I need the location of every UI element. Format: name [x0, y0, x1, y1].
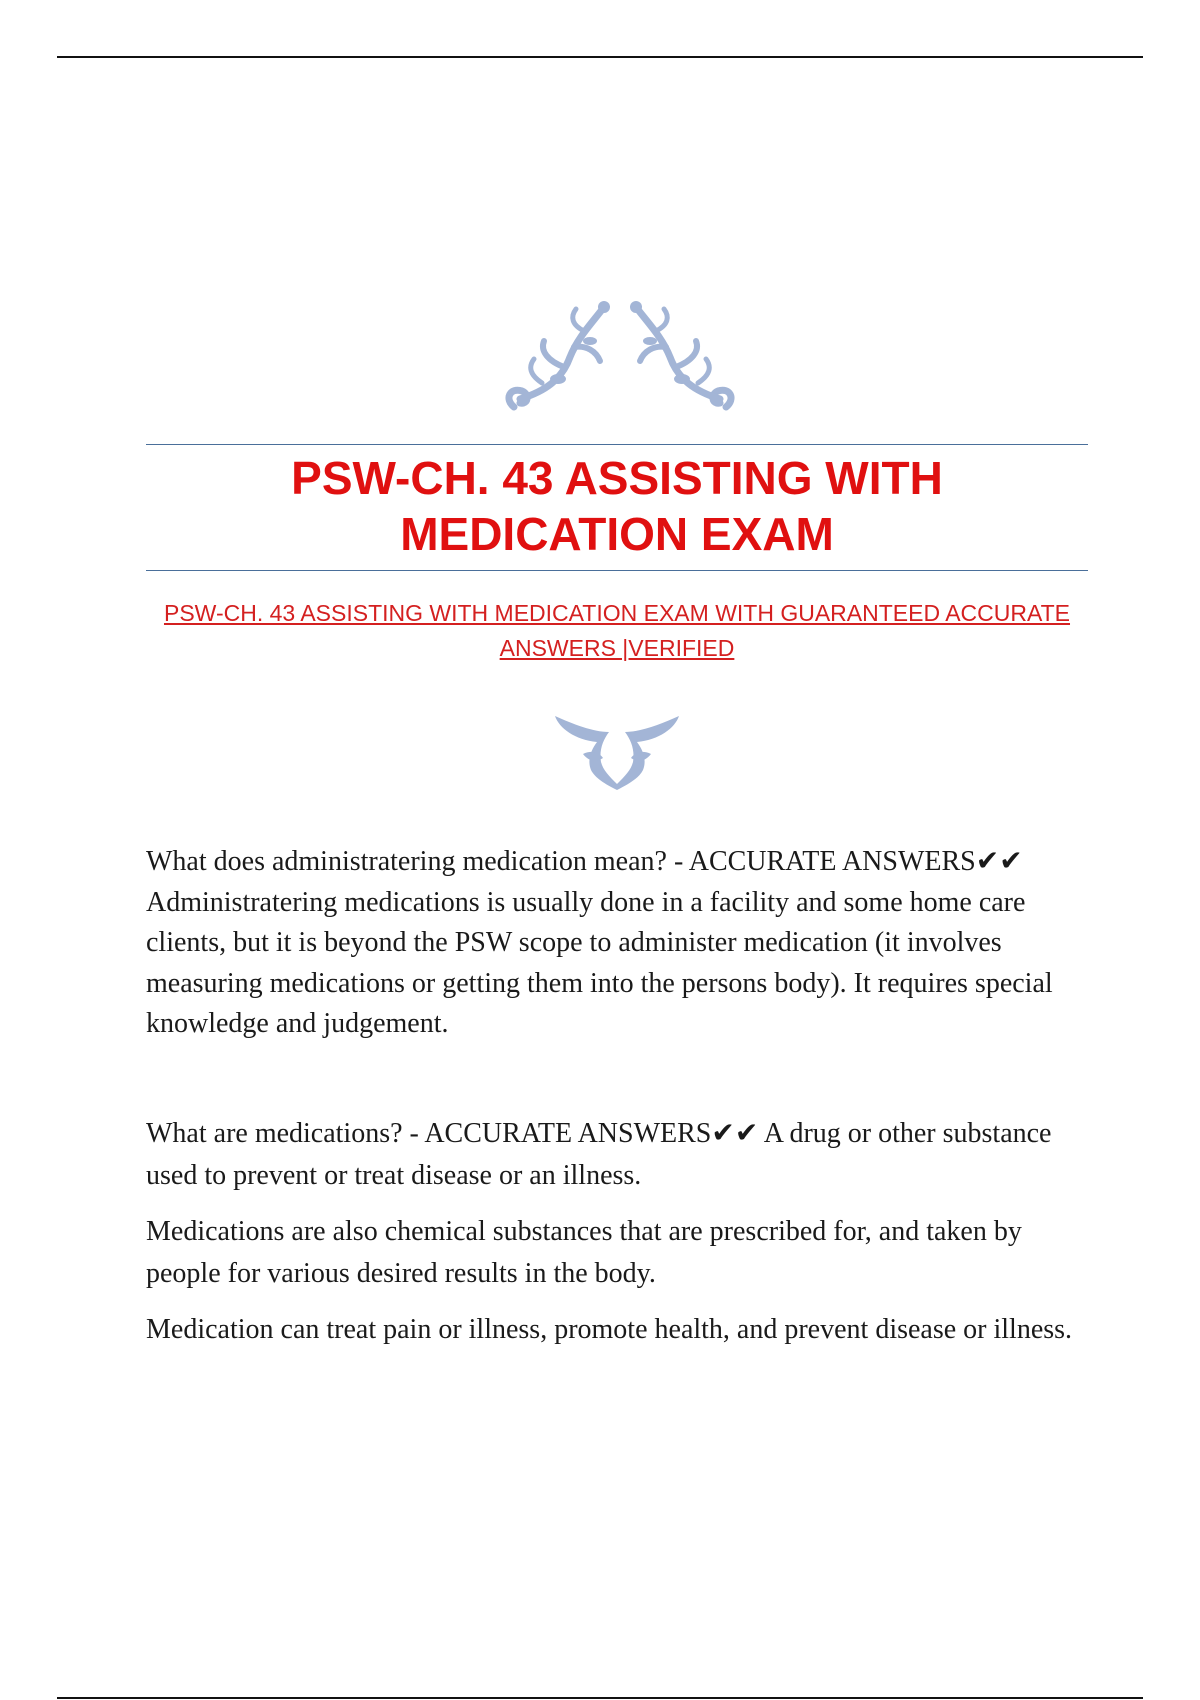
title-bottom-rule [146, 570, 1088, 571]
document-subtitle-link[interactable]: PSW-CH. 43 ASSISTING WITH MEDICATION EXAM WITH GUARANTEED ACCURATE ANSWERS |VERIFIED [163, 600, 1071, 661]
page-bottom-rule [57, 1697, 1143, 1699]
question-text: What does administratering medication mean? [146, 846, 667, 877]
body-paragraph: Medication can treat pain or illness, promote health, and prevent disease or illness. [146, 1313, 1073, 1345]
document-body [146, 842, 1096, 1365]
qa-item [146, 842, 1096, 1045]
question-text: What are medications? [146, 1117, 403, 1149]
page-top-rule [57, 56, 1143, 58]
title-top-rule [146, 444, 1088, 445]
answer-tag: - ACCURATE ANSWERS✔✔ [409, 1117, 759, 1149]
fleuron-divider-icon [553, 710, 681, 790]
document-title-line-1: PSW-CH. 43 ASSISTING WITH [291, 452, 943, 504]
document-title-line-2: MEDICATION EXAM [400, 508, 834, 560]
qa-item [146, 1113, 1096, 1197]
body-paragraph: Medications are also chemical substances that are prescribed for, and taken by people for various desired results in the body. [146, 1215, 1022, 1289]
answer-text: Administratering medications is usually done in a facility and some home care clients, but it is beyond the PSW scope to administer medication (it involves measuring medications or getting them into the persons body). It requires special knowledge and judgement. [146, 886, 1053, 1040]
answer-tag: - ACCURATE ANSWERS✔✔ [673, 846, 1023, 877]
document-title [146, 450, 1088, 562]
floral-flourish-icon [500, 295, 740, 425]
answer-text: A drug or other substance used to prevent or treat disease or an illness. [146, 1117, 1052, 1191]
